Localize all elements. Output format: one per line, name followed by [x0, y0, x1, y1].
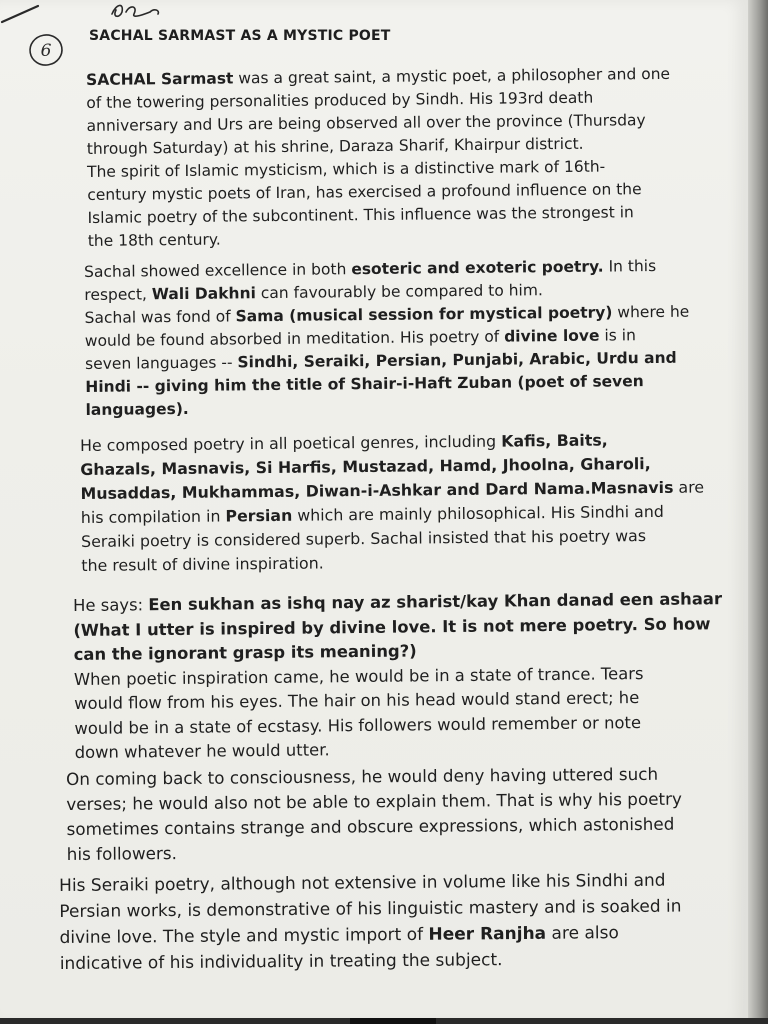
text-run: of the towering personalities produced by Sindh. His 193rd death: [86, 88, 594, 112]
bold-text: Sindhi, Seraiki, Persian, Punjabi, Arabic, Urdu and: [237, 348, 677, 372]
bold-text: Musaddas, Mukhammas, Diwan-i-Ashkar and Dard Nama.Masnavis: [80, 477, 674, 503]
text-run: respect,: [84, 285, 152, 304]
text-run: would be found absorbed in meditation. His poetry of: [84, 327, 505, 350]
text-run: which are mainly philosophical. His Sindhi and: [292, 501, 664, 525]
text-run: can favourably be compared to him.: [255, 281, 543, 303]
bold-text: Hindi -- giving him the title of Shair-i-Haft Zuban (poet of seven: [85, 372, 644, 396]
paragraph-3: [80, 427, 703, 578]
text-run: was a great saint, a mystic poet, a philosopher and one: [233, 64, 671, 88]
text-run: through Saturday) at his shrine, Daraza Sharif, Khairpur district.: [86, 134, 584, 158]
text-run: Seraiki poetry is considered superb. Sachal insisted that his poetry was: [81, 526, 647, 551]
text-line: [88, 224, 688, 253]
text-run: his followers.: [66, 843, 178, 864]
bold-text: languages).: [85, 399, 189, 419]
text-line: [60, 945, 732, 977]
bold-text: Kafis, Baits,: [501, 430, 608, 451]
text-run: His Seraiki poetry, although not extensive in volume like his Sindhi and: [59, 870, 666, 896]
text-run: The spirit of Islamic mysticism, which is a distinctive mark of 16th-: [86, 157, 606, 181]
text-run: When poetic inspiration came, he would be in a state of trance. Tears: [73, 663, 644, 689]
bold-text: Sama (musical session for mystical poetry): [235, 303, 613, 326]
text-run: are: [673, 477, 705, 497]
bold-text: Een sukhan as ishq nay az sharist/kay Khan danad een ashaar: [148, 589, 723, 615]
bold-text: divine love: [504, 326, 600, 346]
bold-text: Wali Dakhni: [151, 284, 256, 304]
text-run: He says:: [73, 595, 149, 615]
text-run: Persian works, is demonstrative of his linguistic mastery and is soaked in: [59, 896, 682, 922]
text-run: He composed poetry in all poetical genres, including: [80, 431, 502, 455]
text-run: verses; he would also not be able to explain them. That is why his poetry: [66, 788, 682, 814]
bold-text: Ghazals, Masnavis, Si Harfis, Mustazad, Hamd, Jhoolna, Gharoli,: [80, 454, 651, 479]
bottom-dark-mark: [350, 1018, 436, 1024]
bold-text: Heer Ranjha: [428, 923, 547, 945]
paragraph-2: [84, 255, 698, 422]
bold-text: (What I utter is inspired by divine love. It is not mere poetry. So how: [73, 613, 711, 640]
page-edge-shadow: [748, 0, 768, 1024]
svg-text:6: 6: [40, 41, 52, 61]
text-run: are also: [546, 923, 619, 944]
text-run: century mystic poets of Iran, has exercised a profound influence on the: [87, 180, 642, 204]
text-run: In this: [603, 257, 657, 276]
text-run: would flow from his eyes. The hair on his head would stand erect; he: [74, 688, 640, 713]
text-run: seven languages --: [84, 353, 238, 373]
text-run: the 18th century.: [87, 230, 221, 250]
paragraph-6: [59, 867, 732, 977]
text-run: indicative of his individuality in treating the subject.: [59, 950, 503, 974]
text-line: [67, 836, 727, 867]
bold-text: esoteric and exoteric poetry.: [351, 257, 604, 279]
circled-number-annotation: [28, 32, 64, 68]
text-run: Sachal showed excellence in both: [84, 260, 352, 281]
bold-text: can the ignorant grasp its meaning?): [73, 641, 417, 664]
text-run: On coming back to consciousness, he would deny having uttered such: [66, 763, 659, 789]
page-title: SACHAL SARMAST AS A MYSTIC POET: [89, 28, 391, 44]
text-run: Islamic poetry of the subcontinent. This influence was the strongest in: [87, 203, 634, 227]
paragraph-4: [73, 587, 723, 765]
text-run: the result of divine inspiration.: [81, 553, 324, 575]
bold-text: SACHAL Sarmast: [86, 69, 234, 89]
bold-text: Persian: [225, 505, 293, 526]
paragraph-1: [86, 63, 688, 253]
text-run: would be in a state of ecstasy. His followers would remember or note: [74, 712, 642, 738]
text-run: his compilation in: [80, 506, 226, 527]
text-run: Sachal was fond of: [84, 307, 236, 327]
text-run: is in: [599, 326, 636, 345]
text-line: [81, 547, 703, 578]
paragraph-5: [66, 761, 727, 867]
text-run: where he: [612, 302, 690, 322]
text-run: anniversary and Urs are being observed all over the province (Thursday: [86, 111, 646, 135]
text-run: divine love. The style and mystic import of: [59, 924, 429, 948]
text-run: down whatever he would utter.: [74, 740, 330, 762]
text-run: sometimes contains strange and obscure expressions, which astonished: [66, 813, 675, 839]
